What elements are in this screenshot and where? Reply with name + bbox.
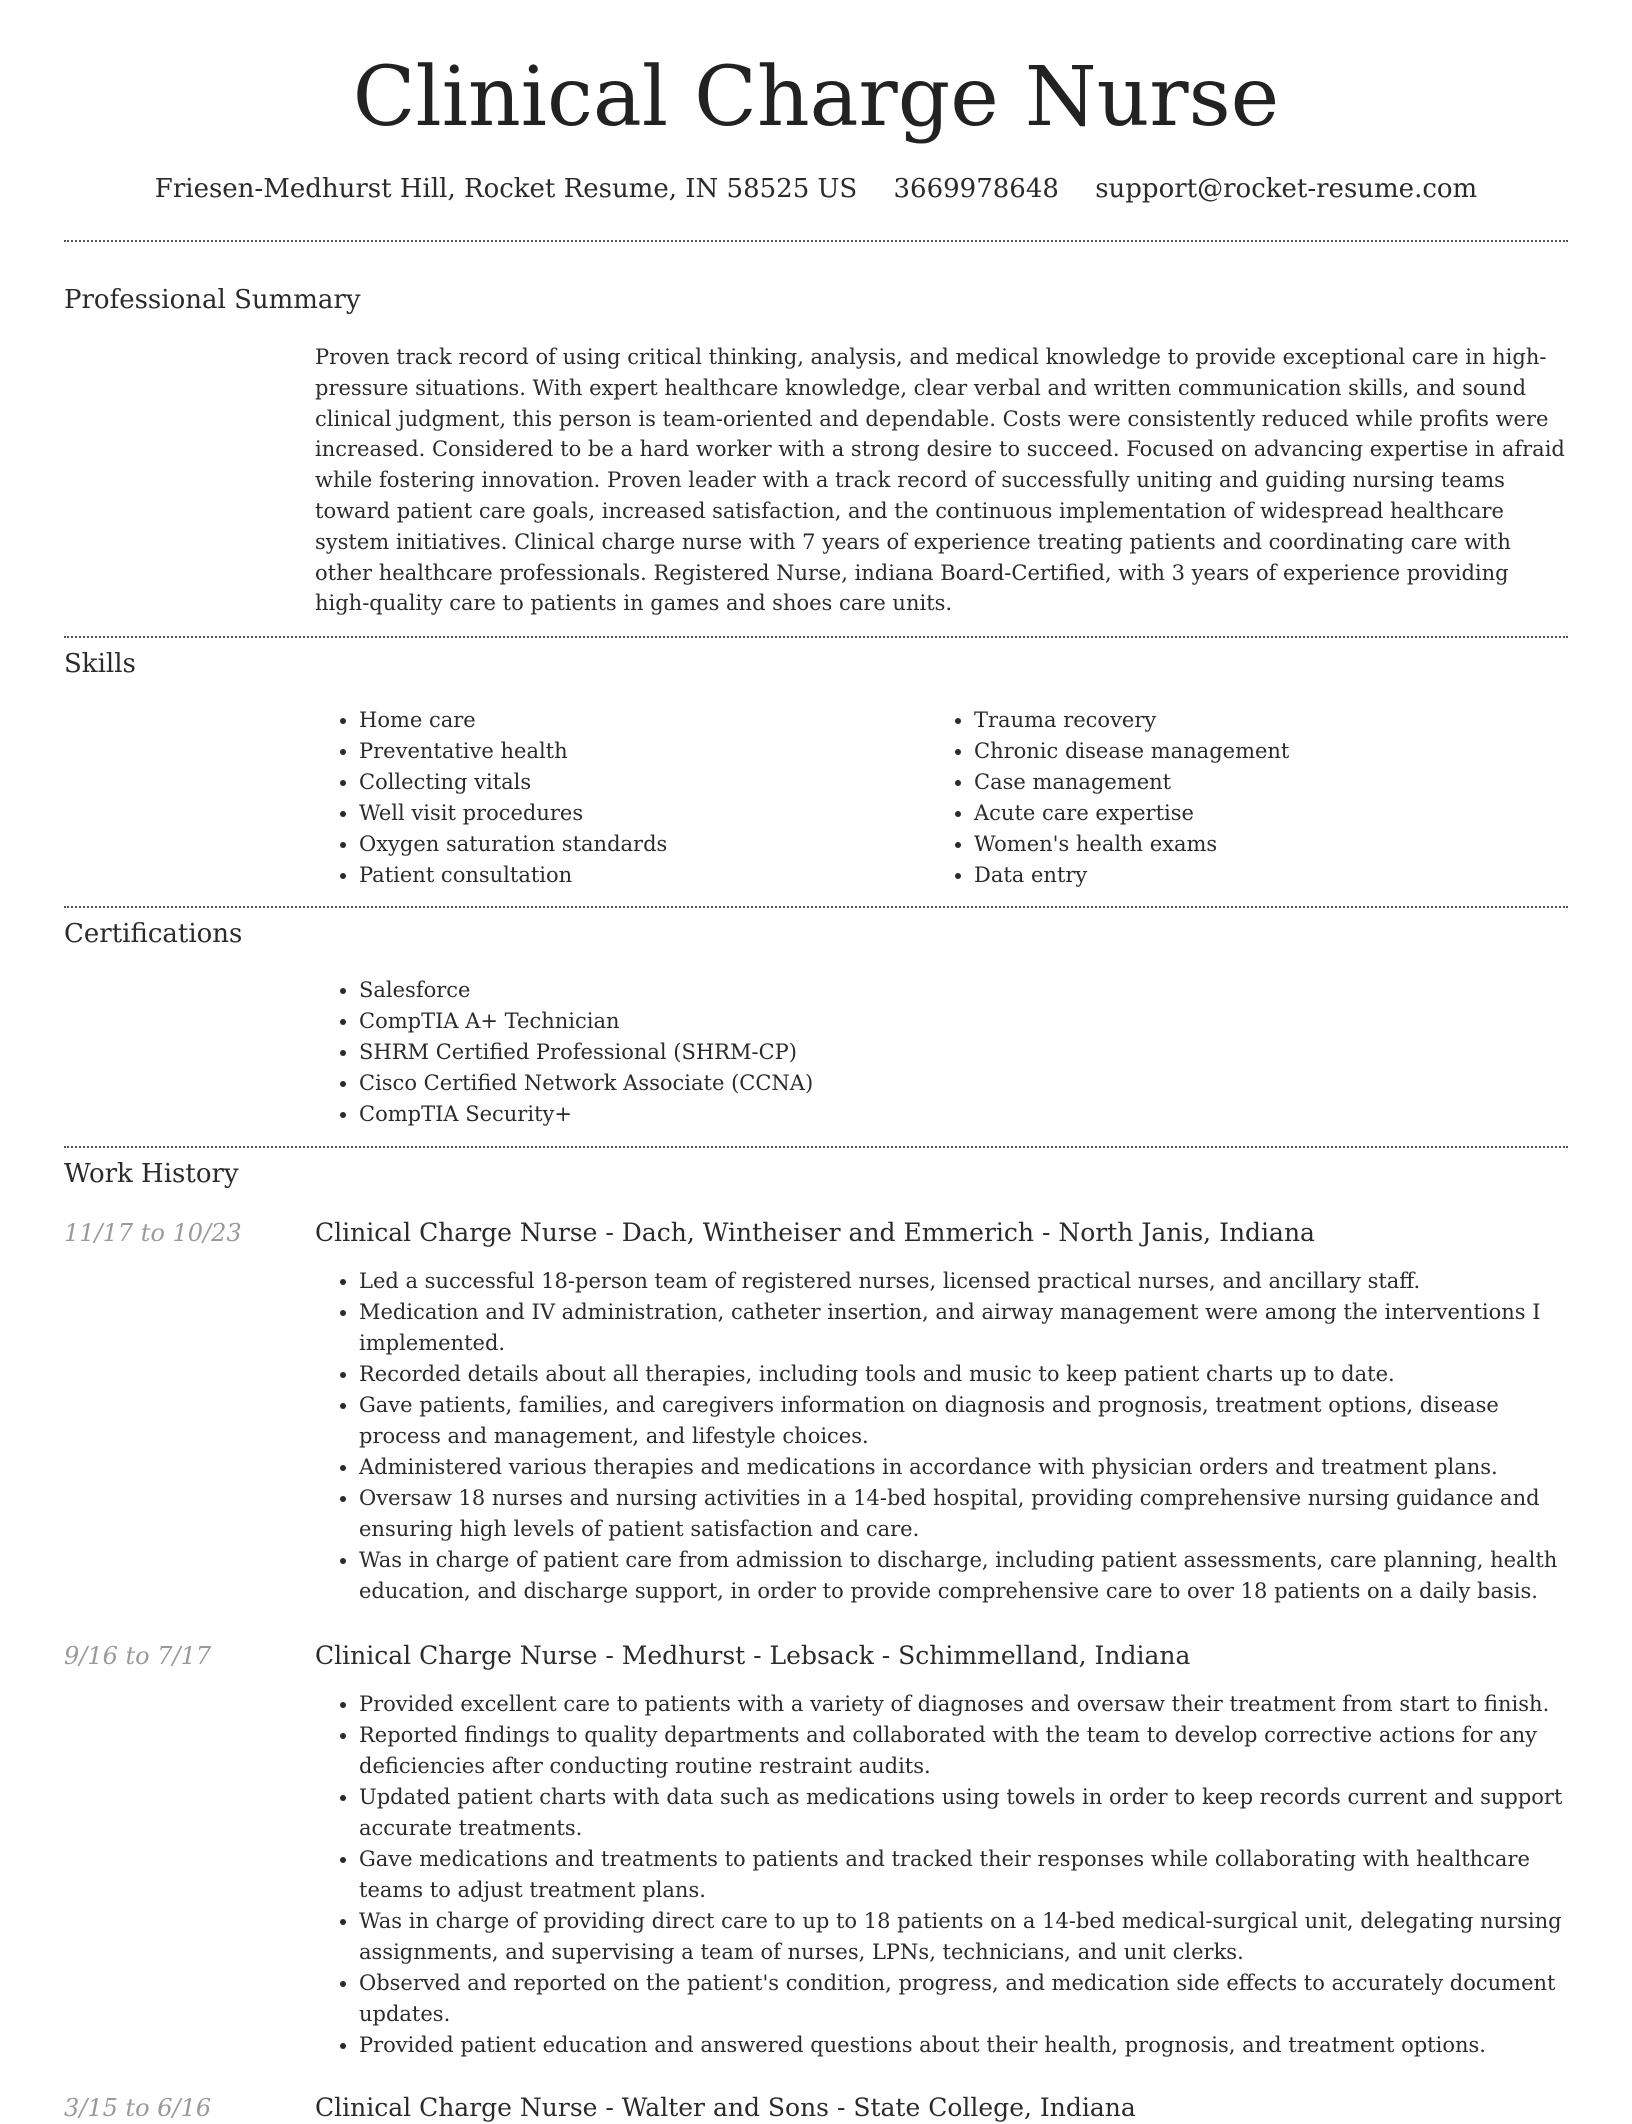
skill-item: • Acute care expertise xyxy=(974,798,1574,829)
skill-item: • Trauma recovery xyxy=(974,705,1574,736)
contact-phone: 3669978648 xyxy=(893,174,1059,204)
job-bullet: • Observed and reported on the patient's condition, progress, and medication side effects to accurately document updates. xyxy=(359,1968,1568,2030)
job-title: Clinical Charge Nurse - Dach, Wintheiser and Emmerich - North Janis, Indiana xyxy=(315,1218,1315,1247)
job-bullets xyxy=(315,1689,1568,2061)
job-bullet: • Medication and IV administration, catheter insertion, and airway management were among the interventions I implemented. xyxy=(359,1297,1568,1359)
skill-item: • Women's health exams xyxy=(974,829,1574,860)
certifications-heading: Certifications xyxy=(64,919,243,949)
skill-item: • Data entry xyxy=(974,860,1574,891)
skill-item: • Chronic disease management xyxy=(974,736,1574,767)
certification-item: • CompTIA A+ Technician xyxy=(359,1006,1559,1037)
job-bullet: • Oversaw 18 nurses and nursing activities in a 14-bed hospital, providing comprehensive nursing guidance and ensuring high levels of patient satisfaction and care. xyxy=(359,1483,1568,1545)
job-dates: 3/15 to 6/16 xyxy=(64,2094,212,2122)
job-bullet: • Gave medications and treatments to patients and tracked their responses while collaborating with healthcare teams to adjust treatment plans. xyxy=(359,1844,1568,1906)
summary-text: Proven track record of using critical thinking, analysis, and medical knowledge to provide exceptional care in high-pressure situations. With expert healthcare knowledge, clear verbal and written communication skills, and sound clinical judgment, this person is team-oriented and dependable. Costs were consistently reduced while profits were increased. Considered to be a hard worker with a strong desire to succeed. Focused on advancing expertise in afraid while fostering innovation. Proven leader with a track record of successfully uniting and guiding nursing teams toward patient care goals, increased satisfaction, and the continuous implementation of widespread healthcare system initiatives. Clinical charge nurse with 7 years of experience treating patients and coordinating care with other healthcare professionals. Registered Nurse, indiana Board-Certified, with 3 years of experience providing high-quality care to patients in games and shoes care units. xyxy=(315,345,1565,616)
contact-address: Friesen-Medhurst Hill, Rocket Resume, IN 58525 US xyxy=(154,174,858,204)
skill-item: • Preventative health xyxy=(359,736,919,767)
job-bullet: • Recorded details about all therapies, including tools and music to keep patient charts up to date. xyxy=(359,1359,1568,1390)
skills-heading: Skills xyxy=(64,649,136,679)
contact-email: support@rocket-resume.com xyxy=(1095,174,1478,204)
summary-heading: Professional Summary xyxy=(64,285,361,315)
job-bullets xyxy=(315,1266,1568,1607)
work-history-heading: Work History xyxy=(64,1159,239,1189)
certifications-divider xyxy=(64,1146,1568,1148)
skills-list-left xyxy=(315,705,919,891)
skill-item: • Case management xyxy=(974,767,1574,798)
skills-divider xyxy=(64,906,1568,908)
certification-item: • CompTIA Security+ xyxy=(359,1099,1559,1130)
job-bullet: • Updated patient charts with data such as medications using towels in order to keep records current and support accurate treatments. xyxy=(359,1782,1568,1844)
skills-list-right xyxy=(930,705,1574,891)
job-bullet: • Was in charge of patient care from admission to discharge, including patient assessments, care planning, health education, and discharge support, in order to provide comprehensive care to over 18 patients on a daily basis. xyxy=(359,1545,1568,1607)
candidate-name: Clinical Charge Nurse xyxy=(352,50,1280,145)
job-bullet: • Gave patients, families, and caregivers information on diagnosis and prognosis, treatment options, disease process and management, and lifestyle choices. xyxy=(359,1390,1568,1452)
job-title: Clinical Charge Nurse - Medhurst - Lebsack - Schimmelland, Indiana xyxy=(315,1641,1191,1670)
summary-divider xyxy=(64,636,1568,638)
skill-item: • Collecting vitals xyxy=(359,767,919,798)
job-bullet: • Provided excellent care to patients with a variety of diagnoses and oversaw their treatment from start to finish. xyxy=(359,1689,1568,1720)
certification-item: • Cisco Certified Network Associate (CCNA) xyxy=(359,1068,1559,1099)
header-divider xyxy=(64,240,1568,242)
skill-item: • Home care xyxy=(359,705,919,736)
job-bullet: • Led a successful 18-person team of registered nurses, licensed practical nurses, and ancillary staff. xyxy=(359,1266,1568,1297)
skill-item: • Oxygen saturation standards xyxy=(359,829,919,860)
job-bullet: • Provided patient education and answered questions about their health, prognosis, and treatment options. xyxy=(359,2030,1568,2061)
contact-line xyxy=(0,172,1632,206)
certifications-list xyxy=(315,975,1559,1130)
certification-item: • SHRM Certified Professional (SHRM-CP) xyxy=(359,1037,1559,1068)
job-bullet: • Was in charge of providing direct care to up to 18 patients on a 14-bed medical-surgical unit, delegating nursing assignments, and supervising a team of nurses, LPNs, technicians, and unit clerks. xyxy=(359,1906,1568,1968)
job-dates: 9/16 to 7/17 xyxy=(64,1642,212,1670)
job-bullet: • Administered various therapies and medications in accordance with physician orders and treatment plans. xyxy=(359,1452,1568,1483)
job-title: Clinical Charge Nurse - Walter and Sons - State College, Indiana xyxy=(315,2093,1136,2122)
job-dates: 11/17 to 10/23 xyxy=(64,1219,242,1247)
certification-item: • Salesforce xyxy=(359,975,1559,1006)
skill-item: • Well visit procedures xyxy=(359,798,919,829)
job-bullet: • Reported findings to quality departments and collaborated with the team to develop corrective actions for any deficiencies after conducting routine restraint audits. xyxy=(359,1720,1568,1782)
skill-item: • Patient consultation xyxy=(359,860,919,891)
